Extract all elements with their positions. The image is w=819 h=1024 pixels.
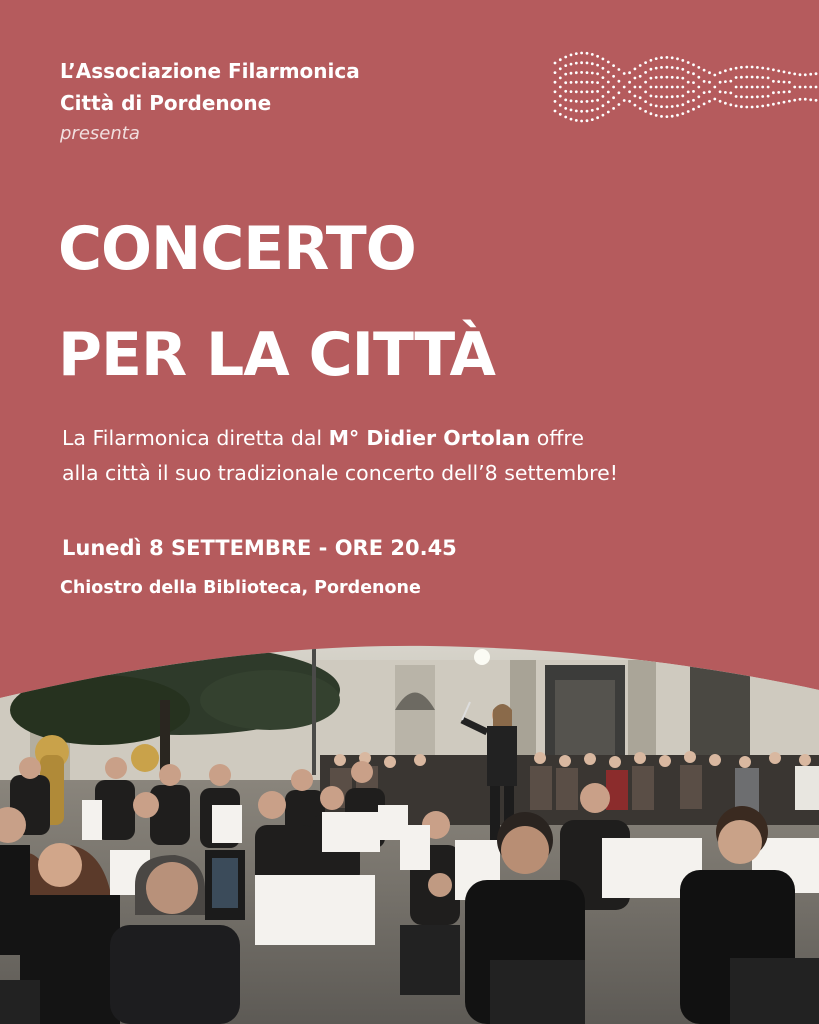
soundwave-dot	[708, 81, 711, 84]
soundwave-dot	[575, 62, 578, 65]
soundwave-dot	[644, 110, 647, 113]
soundwave-dot	[650, 103, 653, 106]
soundwave-dot	[618, 80, 621, 83]
soundwave-dot	[596, 55, 599, 58]
soundwave-dot	[607, 81, 610, 84]
soundwave-dot	[777, 80, 780, 83]
soundwave-dot	[634, 104, 637, 107]
soundwave-dot	[559, 95, 562, 98]
soundwave-dot	[666, 76, 669, 79]
organizer-line-2: Città di Pordenone	[60, 91, 272, 115]
soundwave-dot	[788, 100, 791, 103]
soundwave-dot	[634, 68, 637, 71]
soundwave-dot	[570, 54, 573, 57]
soundwave-dot	[660, 66, 663, 69]
soundwave-dot	[815, 72, 818, 75]
soundwave-dot	[703, 103, 706, 106]
soundwave-dot	[804, 73, 807, 76]
soundwave-dot	[554, 71, 557, 74]
soundwave-dot	[719, 71, 722, 74]
soundwave-dot	[772, 91, 775, 94]
soundwave-dot	[618, 68, 621, 71]
soundwave-dot	[751, 106, 754, 109]
soundwave-dot	[564, 73, 567, 76]
organizer-line-1: L’Associazione Filarmonica	[60, 59, 360, 83]
soundwave-dot	[644, 71, 647, 74]
soundwave-dot	[623, 86, 626, 89]
description-part-1: La Filarmonica diretta dal	[62, 426, 329, 450]
soundwave-dot	[671, 76, 674, 79]
soundwave-dot	[612, 107, 615, 110]
soundwave-dot	[607, 91, 610, 94]
soundwave-dot	[767, 67, 770, 70]
soundwave-dot	[628, 71, 631, 74]
soundwave-dot	[618, 91, 621, 94]
soundwave-dot	[804, 86, 807, 89]
soundwave-dot	[756, 95, 759, 98]
soundwave-dot	[751, 86, 754, 89]
soundwave-dot	[724, 80, 727, 83]
soundwave-dot	[586, 71, 589, 74]
soundwave-dot	[740, 95, 743, 98]
soundwave-dot	[815, 86, 818, 89]
title-line-1: CONCERTO	[58, 214, 416, 284]
soundwave-dot	[660, 115, 663, 118]
soundwave-dot	[671, 115, 674, 118]
soundwave-dot	[559, 67, 562, 70]
soundwave-dot	[564, 99, 567, 102]
soundwave-dot	[767, 86, 770, 89]
soundwave-dot	[591, 118, 594, 121]
soundwave-dot	[607, 61, 610, 64]
soundwave-dot	[788, 81, 791, 84]
soundwave-dot	[719, 90, 722, 93]
description-line-2: alla città il suo tradizionale concerto dell’8 settembre!	[62, 461, 618, 485]
soundwave-dot	[756, 105, 759, 108]
presenta-label: presenta	[60, 123, 140, 144]
soundwave-dot	[612, 75, 615, 78]
soundwave-dot	[575, 81, 578, 84]
soundwave-dot	[671, 66, 674, 69]
soundwave-dot	[687, 61, 690, 64]
soundwave-dot	[724, 91, 727, 94]
soundwave-dot	[580, 61, 583, 64]
soundwave-dot	[650, 59, 653, 62]
soundwave-dot	[570, 99, 573, 102]
event-venue: Chiostro della Biblioteca, Pordenone	[60, 578, 421, 598]
soundwave-dot	[676, 57, 679, 60]
soundwave-dot	[575, 90, 578, 93]
soundwave-dot	[612, 64, 615, 67]
soundwave-dot	[681, 77, 684, 80]
soundwave-dot	[671, 105, 674, 108]
soundwave-dot	[783, 81, 786, 84]
soundwave-dot	[761, 105, 764, 108]
soundwave-dot	[729, 92, 732, 95]
soundwave-dot	[761, 95, 764, 98]
soundwave-dot	[777, 102, 780, 105]
concert-photo	[0, 640, 819, 1024]
soundwave-dot	[799, 98, 802, 101]
event-title	[58, 196, 495, 408]
soundwave-dot	[745, 96, 748, 99]
soundwave-dot	[570, 81, 573, 84]
soundwave-dot	[564, 90, 567, 93]
soundwave-dot	[681, 86, 684, 89]
soundwave-dot	[708, 90, 711, 93]
soundwave-dot	[772, 103, 775, 106]
soundwave-dot	[676, 86, 679, 89]
soundwave-dot	[580, 100, 583, 103]
soundwave-dot	[586, 62, 589, 65]
soundwave-dot	[570, 72, 573, 75]
soundwave-dot	[713, 74, 716, 77]
soundwave-dot	[655, 76, 658, 79]
soundwave-dot	[783, 71, 786, 74]
soundwave-dot	[719, 81, 722, 84]
soundwave-dot	[644, 100, 647, 103]
title-line-2: PER LA CITTÀ	[58, 320, 495, 390]
soundwave-dot	[607, 71, 610, 74]
soundwave-dot	[703, 80, 706, 83]
soundwave-dot	[761, 76, 764, 79]
soundwave-dot	[655, 86, 658, 89]
soundwave-dot	[575, 52, 578, 55]
soundwave-dot	[591, 81, 594, 84]
soundwave-dot	[676, 95, 679, 98]
soundwave-dot	[586, 119, 589, 122]
soundwave-dot	[687, 81, 690, 84]
soundwave-dot	[799, 86, 802, 89]
soundwave-dot	[591, 109, 594, 112]
soundwave-dot	[591, 90, 594, 93]
soundwave-dot	[703, 91, 706, 94]
soundwave-dot	[554, 100, 557, 103]
soundwave-dot	[634, 95, 637, 98]
soundwave-dot	[591, 53, 594, 56]
soundwave-dot	[639, 86, 642, 89]
soundwave-dot	[650, 77, 653, 80]
soundwave-dot	[788, 72, 791, 75]
soundwave-dot	[655, 114, 658, 117]
soundwave-dot	[559, 113, 562, 116]
soundwave-dot	[687, 110, 690, 113]
soundwave-dot	[772, 80, 775, 83]
soundwave-dot	[580, 81, 583, 84]
soundwave-dot	[681, 112, 684, 115]
soundwave-dot	[687, 100, 690, 103]
soundwave-dot	[644, 81, 647, 84]
soundwave-dot	[639, 107, 642, 110]
soundwave-dot	[559, 104, 562, 107]
soundwave-dot	[745, 76, 748, 79]
soundwave-dot	[575, 100, 578, 103]
soundwave-dot	[681, 59, 684, 62]
soundwave-dot	[793, 86, 796, 89]
soundwave-dot	[815, 99, 818, 102]
soundwave-dot	[612, 86, 615, 89]
soundwave-dot	[591, 72, 594, 75]
soundwave-dot	[708, 71, 711, 74]
soundwave-dot	[575, 71, 578, 74]
soundwave-dot	[575, 119, 578, 122]
soundwave-dot	[729, 80, 732, 83]
soundwave-dot	[692, 90, 695, 93]
soundwave-dot	[676, 114, 679, 117]
soundwave-dot	[591, 100, 594, 103]
soundwave-dot	[687, 91, 690, 94]
soundwave-dot	[639, 75, 642, 78]
soundwave-dot	[735, 95, 738, 98]
soundwave-dot	[745, 106, 748, 109]
soundwave-dot	[724, 69, 727, 72]
soundwave-dot	[570, 118, 573, 121]
soundwave-dot	[676, 104, 679, 107]
soundwave-dot	[666, 105, 669, 108]
soundwave-dot	[602, 104, 605, 107]
soundwave-dot	[735, 67, 738, 70]
soundwave-dot	[767, 104, 770, 107]
soundwave-dot	[666, 66, 669, 69]
soundwave-dot	[570, 109, 573, 112]
soundwave-dot	[729, 103, 732, 106]
soundwave-dot	[634, 86, 637, 89]
soundwave-dot	[596, 108, 599, 111]
soundwave-dot	[650, 95, 653, 98]
soundwave-dot	[660, 105, 663, 108]
soundwave-dot	[639, 96, 642, 99]
soundwave-dot	[724, 102, 727, 105]
soundwave-dot	[740, 66, 743, 69]
soundwave-dot	[756, 86, 759, 89]
soundwave-dot	[602, 86, 605, 89]
soundwave-dot	[650, 112, 653, 115]
soundwave-dot	[602, 114, 605, 117]
soundwave-dot	[735, 86, 738, 89]
soundwave-dot	[554, 62, 557, 65]
organizer	[60, 55, 360, 119]
soundwave-dot	[655, 67, 658, 70]
soundwave-dot	[660, 56, 663, 59]
soundwave-dot	[783, 101, 786, 104]
soundwave-dot	[708, 100, 711, 103]
soundwave-dot	[761, 86, 764, 89]
soundwave-dot	[756, 76, 759, 79]
soundwave-dot	[681, 68, 684, 71]
soundwave-dot	[559, 58, 562, 61]
soundwave-dot	[666, 96, 669, 99]
soundwave-dot	[650, 68, 653, 71]
soundwave-dot	[564, 56, 567, 59]
description-line-1	[62, 421, 618, 456]
soundwave-dot	[570, 90, 573, 93]
soundwave-dot	[666, 86, 669, 89]
soundwave-dot	[596, 64, 599, 67]
soundwave-dot	[697, 86, 700, 89]
soundwave-dot	[559, 77, 562, 80]
soundwave-dot	[596, 90, 599, 93]
soundwave-dot	[639, 64, 642, 67]
soundwave-dot	[809, 73, 812, 76]
soundwave-dot	[777, 70, 780, 73]
soundwave-dot	[692, 99, 695, 102]
soundwave-dot	[554, 90, 557, 93]
soundwave-dot	[713, 98, 716, 101]
soundwave-dot	[596, 116, 599, 119]
soundwave-dot	[666, 115, 669, 118]
soundwave-dot	[713, 86, 716, 89]
soundwave-dot	[767, 77, 770, 80]
soundwave-dot	[793, 99, 796, 102]
soundwave-dot	[740, 76, 743, 79]
soundwave-dot	[660, 95, 663, 98]
soundwave-dot	[580, 91, 583, 94]
soundwave-dot	[692, 63, 695, 66]
soundwave-dot	[591, 62, 594, 65]
soundwave-dot	[703, 69, 706, 72]
soundwave-dot	[676, 76, 679, 79]
soundwave-dot	[735, 105, 738, 108]
soundwave-dot	[788, 90, 791, 93]
soundwave-dot	[580, 52, 583, 55]
soundwave-dot	[767, 95, 770, 98]
soundwave-dot	[809, 86, 812, 89]
soundwave-dot	[735, 76, 738, 79]
soundwave-dot	[575, 110, 578, 113]
soundwave-dot	[751, 96, 754, 99]
soundwave-dot	[681, 103, 684, 106]
soundwave-dot	[756, 66, 759, 69]
soundwave-dot	[564, 64, 567, 67]
soundwave-dot	[655, 105, 658, 108]
soundwave-dot	[772, 68, 775, 71]
soundwave-dot	[687, 71, 690, 74]
soundwave-dot	[618, 103, 621, 106]
soundwave-dot	[644, 91, 647, 94]
soundwave-dot	[602, 67, 605, 70]
soundwave-dot	[692, 72, 695, 75]
soundwave-dot	[564, 116, 567, 119]
soundwave-dot	[740, 86, 743, 89]
soundwave-icon	[552, 50, 819, 124]
soundwave-dot	[697, 76, 700, 79]
soundwave-dot	[602, 58, 605, 61]
soundwave-dot	[751, 76, 754, 79]
soundwave-dot	[751, 66, 754, 69]
soundwave-dot	[602, 76, 605, 79]
soundwave-dot	[650, 86, 653, 89]
soundwave-dot	[697, 95, 700, 98]
soundwave-dot	[564, 81, 567, 84]
soundwave-dot	[612, 96, 615, 99]
soundwave-dot	[804, 98, 807, 101]
soundwave-dot	[793, 73, 796, 76]
soundwave-dot	[596, 81, 599, 84]
soundwave-dot	[607, 101, 610, 104]
soundwave-dot	[745, 86, 748, 89]
soundwave-dot	[596, 99, 599, 102]
soundwave-dot	[692, 81, 695, 84]
soundwave-dot	[580, 71, 583, 74]
soundwave-dot	[586, 100, 589, 103]
soundwave-dot	[783, 91, 786, 94]
conductor-name: M° Didier Ortolan	[328, 426, 531, 450]
soundwave-dot	[745, 66, 748, 69]
soundwave-dot	[809, 98, 812, 101]
soundwave-dot	[666, 56, 669, 59]
soundwave-dot	[697, 66, 700, 69]
description-part-2: offre	[530, 426, 584, 450]
soundwave-dot	[692, 108, 695, 111]
soundwave-dot	[554, 110, 557, 113]
soundwave-dot	[586, 81, 589, 84]
soundwave-dot	[660, 76, 663, 79]
soundwave-dot	[628, 90, 631, 93]
soundwave-dot	[570, 63, 573, 66]
soundwave-dot	[602, 95, 605, 98]
soundwave-dot	[740, 105, 743, 108]
soundwave-dot	[554, 81, 557, 84]
soundwave-dot	[586, 90, 589, 93]
soundwave-dot	[628, 100, 631, 103]
soundwave-dot	[799, 73, 802, 76]
soundwave-dot	[644, 61, 647, 64]
soundwave-dot	[671, 56, 674, 59]
soundwave-dot	[729, 68, 732, 71]
soundwave-dot	[676, 67, 679, 70]
soundwave-dot	[681, 95, 684, 98]
soundwave-dot	[586, 110, 589, 113]
soundwave-dot	[628, 81, 631, 84]
soundwave-dot	[671, 95, 674, 98]
soundwave-dot	[623, 72, 626, 75]
soundwave-dot	[671, 86, 674, 89]
soundwave-dot	[580, 120, 583, 123]
soundwave-dot	[623, 99, 626, 102]
soundwave-dot	[660, 86, 663, 89]
soundwave-dot	[777, 91, 780, 94]
soundwave-dot	[697, 105, 700, 108]
soundwave-dot	[719, 100, 722, 103]
soundwave-dot	[655, 95, 658, 98]
soundwave-dot	[655, 57, 658, 60]
soundwave-dot	[634, 77, 637, 80]
soundwave-dot	[607, 111, 610, 114]
soundwave-dot	[564, 107, 567, 110]
soundwave-dot	[586, 52, 589, 55]
soundwave-dot	[761, 67, 764, 70]
soundwave-dot	[580, 110, 583, 113]
soundwave-dot	[559, 86, 562, 89]
event-date-time: Lunedì 8 SETTEMBRE - ORE 20.45	[62, 536, 457, 560]
soundwave-dot	[596, 72, 599, 75]
description	[62, 421, 618, 491]
